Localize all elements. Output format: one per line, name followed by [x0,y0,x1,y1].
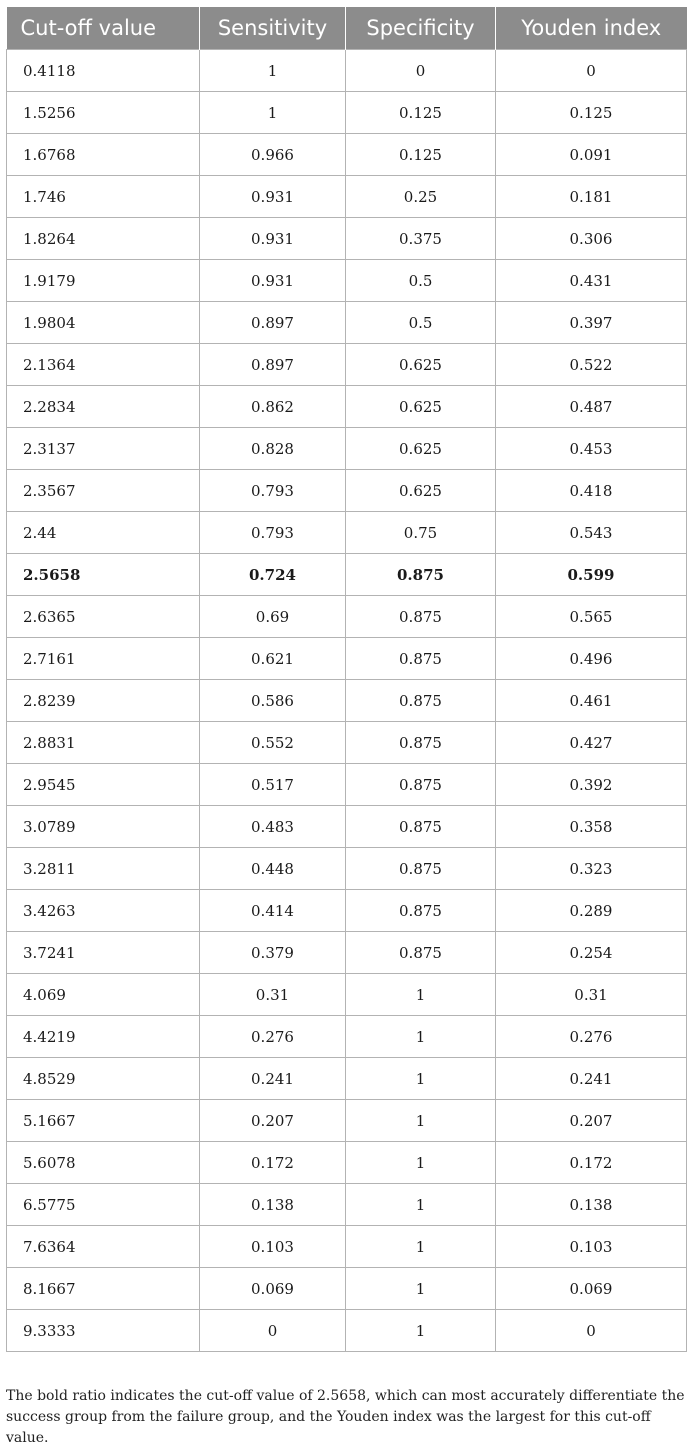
cell-cutoff-value: 2.3567 [7,470,200,512]
cell-youden-index: 0.487 [496,386,687,428]
table-header [7,7,687,50]
table-row [7,680,687,722]
cell-specificity: 0.625 [346,428,496,470]
cell-cutoff-value: 3.7241 [7,932,200,974]
table-row [7,1142,687,1184]
table-row [7,302,687,344]
cell-specificity: 1 [346,1016,496,1058]
cell-specificity: 0.875 [346,680,496,722]
cell-sensitivity: 0.207 [200,1100,346,1142]
cell-sensitivity: 0.103 [200,1226,346,1268]
cell-sensitivity: 0.69 [200,596,346,638]
cell-specificity: 0.125 [346,92,496,134]
cell-specificity: 1 [346,1184,496,1226]
cell-specificity: 0.625 [346,470,496,512]
table-row [7,176,687,218]
cell-cutoff-value: 2.9545 [7,764,200,806]
cell-sensitivity: 0.862 [200,386,346,428]
cell-cutoff-value: 2.1364 [7,344,200,386]
cell-cutoff-value: 1.6768 [7,134,200,176]
cell-specificity: 0.25 [346,176,496,218]
table-row [7,596,687,638]
cell-specificity: 0.875 [346,638,496,680]
cell-cutoff-value: 5.6078 [7,1142,200,1184]
cell-specificity: 0.75 [346,512,496,554]
header-sensitivity: Sensitivity [200,7,346,50]
cell-youden-index: 0.254 [496,932,687,974]
cell-specificity: 0.375 [346,218,496,260]
cell-youden-index: 0.461 [496,680,687,722]
cell-youden-index: 0.392 [496,764,687,806]
cell-sensitivity: 0.379 [200,932,346,974]
cell-sensitivity: 0.621 [200,638,346,680]
cell-youden-index: 0.172 [496,1142,687,1184]
cell-youden-index: 0.397 [496,302,687,344]
table-row [7,932,687,974]
table-row [7,638,687,680]
cell-sensitivity: 0.966 [200,134,346,176]
cell-youden-index: 0.358 [496,806,687,848]
table-footnote: The bold ratio indicates the cut-off value of 2.5658, which can most accurately differentiate the success group from the failure group, and the Youden index was the largest for this cut-off value. [6,1388,685,1446]
table-row [7,848,687,890]
cell-youden-index: 0.306 [496,218,687,260]
cell-youden-index: 0.453 [496,428,687,470]
header-row [7,7,687,50]
cell-youden-index: 0.431 [496,260,687,302]
cell-cutoff-value: 9.3333 [7,1310,200,1352]
table-row [7,470,687,512]
cell-youden-index: 0.31 [496,974,687,1016]
table-row [7,344,687,386]
cell-cutoff-value: 2.8831 [7,722,200,764]
cell-cutoff-value: 5.1667 [7,1100,200,1142]
cell-cutoff-value: 6.5775 [7,1184,200,1226]
cell-sensitivity: 1 [200,50,346,92]
header-specificity: Specificity [346,7,496,50]
cell-cutoff-value: 1.746 [7,176,200,218]
cell-cutoff-value: 3.4263 [7,890,200,932]
cell-sensitivity: 0.931 [200,176,346,218]
table-row [7,554,687,596]
table-row [7,1016,687,1058]
cutoff-table [6,7,687,1352]
table-row [7,386,687,428]
table-body [7,50,687,1352]
cell-sensitivity: 0.724 [200,554,346,596]
cell-specificity: 0.875 [346,596,496,638]
cell-youden-index: 0.091 [496,134,687,176]
cell-specificity: 1 [346,1226,496,1268]
cell-cutoff-value: 0.4118 [7,50,200,92]
table-row [7,134,687,176]
cell-sensitivity: 0.448 [200,848,346,890]
cell-cutoff-value: 1.8264 [7,218,200,260]
cell-specificity: 0.875 [346,764,496,806]
cell-sensitivity: 0.552 [200,722,346,764]
cell-youden-index: 0.289 [496,890,687,932]
cell-specificity: 0.875 [346,554,496,596]
table-row [7,1268,687,1310]
table-row [7,218,687,260]
cell-specificity: 1 [346,1310,496,1352]
cell-specificity: 0.875 [346,722,496,764]
cell-specificity: 0.875 [346,890,496,932]
cell-specificity: 0.625 [346,344,496,386]
cell-cutoff-value: 1.9179 [7,260,200,302]
cell-cutoff-value: 2.2834 [7,386,200,428]
cell-youden-index: 0.418 [496,470,687,512]
cell-cutoff-value: 2.3137 [7,428,200,470]
cell-specificity: 1 [346,1268,496,1310]
table-row [7,806,687,848]
cell-specificity: 0.5 [346,302,496,344]
cell-cutoff-value: 1.9804 [7,302,200,344]
cell-specificity: 0.875 [346,806,496,848]
table-row [7,1310,687,1352]
table-row [7,92,687,134]
cell-sensitivity: 0.897 [200,344,346,386]
cell-cutoff-value: 1.5256 [7,92,200,134]
cell-youden-index: 0.069 [496,1268,687,1310]
cell-specificity: 0.875 [346,848,496,890]
cell-sensitivity: 0.241 [200,1058,346,1100]
cell-sensitivity: 0.931 [200,260,346,302]
cell-sensitivity: 0.517 [200,764,346,806]
cell-sensitivity: 1 [200,92,346,134]
cell-youden-index: 0.565 [496,596,687,638]
cell-specificity: 1 [346,1100,496,1142]
cell-cutoff-value: 4.4219 [7,1016,200,1058]
header-youden-index: Youden index [496,7,687,50]
cell-cutoff-value: 7.6364 [7,1226,200,1268]
header-cutoff-value: Cut-off value [7,7,200,50]
cell-cutoff-value: 2.6365 [7,596,200,638]
cell-youden-index: 0.323 [496,848,687,890]
cell-specificity: 0.875 [346,932,496,974]
cell-sensitivity: 0.828 [200,428,346,470]
table-row [7,1058,687,1100]
cell-specificity: 0.625 [346,386,496,428]
cell-cutoff-value: 4.069 [7,974,200,1016]
cell-sensitivity: 0.586 [200,680,346,722]
cell-specificity: 0 [346,50,496,92]
cell-youden-index: 0.181 [496,176,687,218]
cell-sensitivity: 0.172 [200,1142,346,1184]
cell-specificity: 0.125 [346,134,496,176]
cell-sensitivity: 0.414 [200,890,346,932]
cell-cutoff-value: 3.2811 [7,848,200,890]
cell-specificity: 1 [346,1142,496,1184]
data-table-container [6,7,686,1352]
cell-cutoff-value: 4.8529 [7,1058,200,1100]
cell-youden-index: 0 [496,1310,687,1352]
table-row [7,1100,687,1142]
cell-cutoff-value: 2.7161 [7,638,200,680]
cell-sensitivity: 0.31 [200,974,346,1016]
cell-specificity: 1 [346,1058,496,1100]
cell-sensitivity: 0.138 [200,1184,346,1226]
table-row [7,764,687,806]
cell-youden-index: 0.241 [496,1058,687,1100]
table-row [7,428,687,470]
cell-youden-index: 0.125 [496,92,687,134]
cell-sensitivity: 0.276 [200,1016,346,1058]
cell-sensitivity: 0.793 [200,512,346,554]
table-row [7,50,687,92]
cell-youden-index: 0.522 [496,344,687,386]
cell-youden-index: 0.138 [496,1184,687,1226]
table-row [7,722,687,764]
cell-youden-index: 0.496 [496,638,687,680]
table-row [7,1226,687,1268]
cell-youden-index: 0.543 [496,512,687,554]
table-row [7,512,687,554]
cell-sensitivity: 0.069 [200,1268,346,1310]
cell-sensitivity: 0.931 [200,218,346,260]
cell-youden-index: 0.427 [496,722,687,764]
cell-sensitivity: 0.483 [200,806,346,848]
cell-cutoff-value: 8.1667 [7,1268,200,1310]
cell-youden-index: 0.276 [496,1016,687,1058]
cell-sensitivity: 0 [200,1310,346,1352]
cell-specificity: 1 [346,974,496,1016]
cell-sensitivity: 0.897 [200,302,346,344]
cell-sensitivity: 0.793 [200,470,346,512]
cell-cutoff-value: 3.0789 [7,806,200,848]
table-row [7,890,687,932]
cell-cutoff-value: 2.5658 [7,554,200,596]
table-row [7,260,687,302]
cell-youden-index: 0 [496,50,687,92]
cell-youden-index: 0.599 [496,554,687,596]
cell-youden-index: 0.103 [496,1226,687,1268]
table-row [7,974,687,1016]
cell-specificity: 0.5 [346,260,496,302]
cell-cutoff-value: 2.8239 [7,680,200,722]
cell-cutoff-value: 2.44 [7,512,200,554]
table-row [7,1184,687,1226]
cell-youden-index: 0.207 [496,1100,687,1142]
